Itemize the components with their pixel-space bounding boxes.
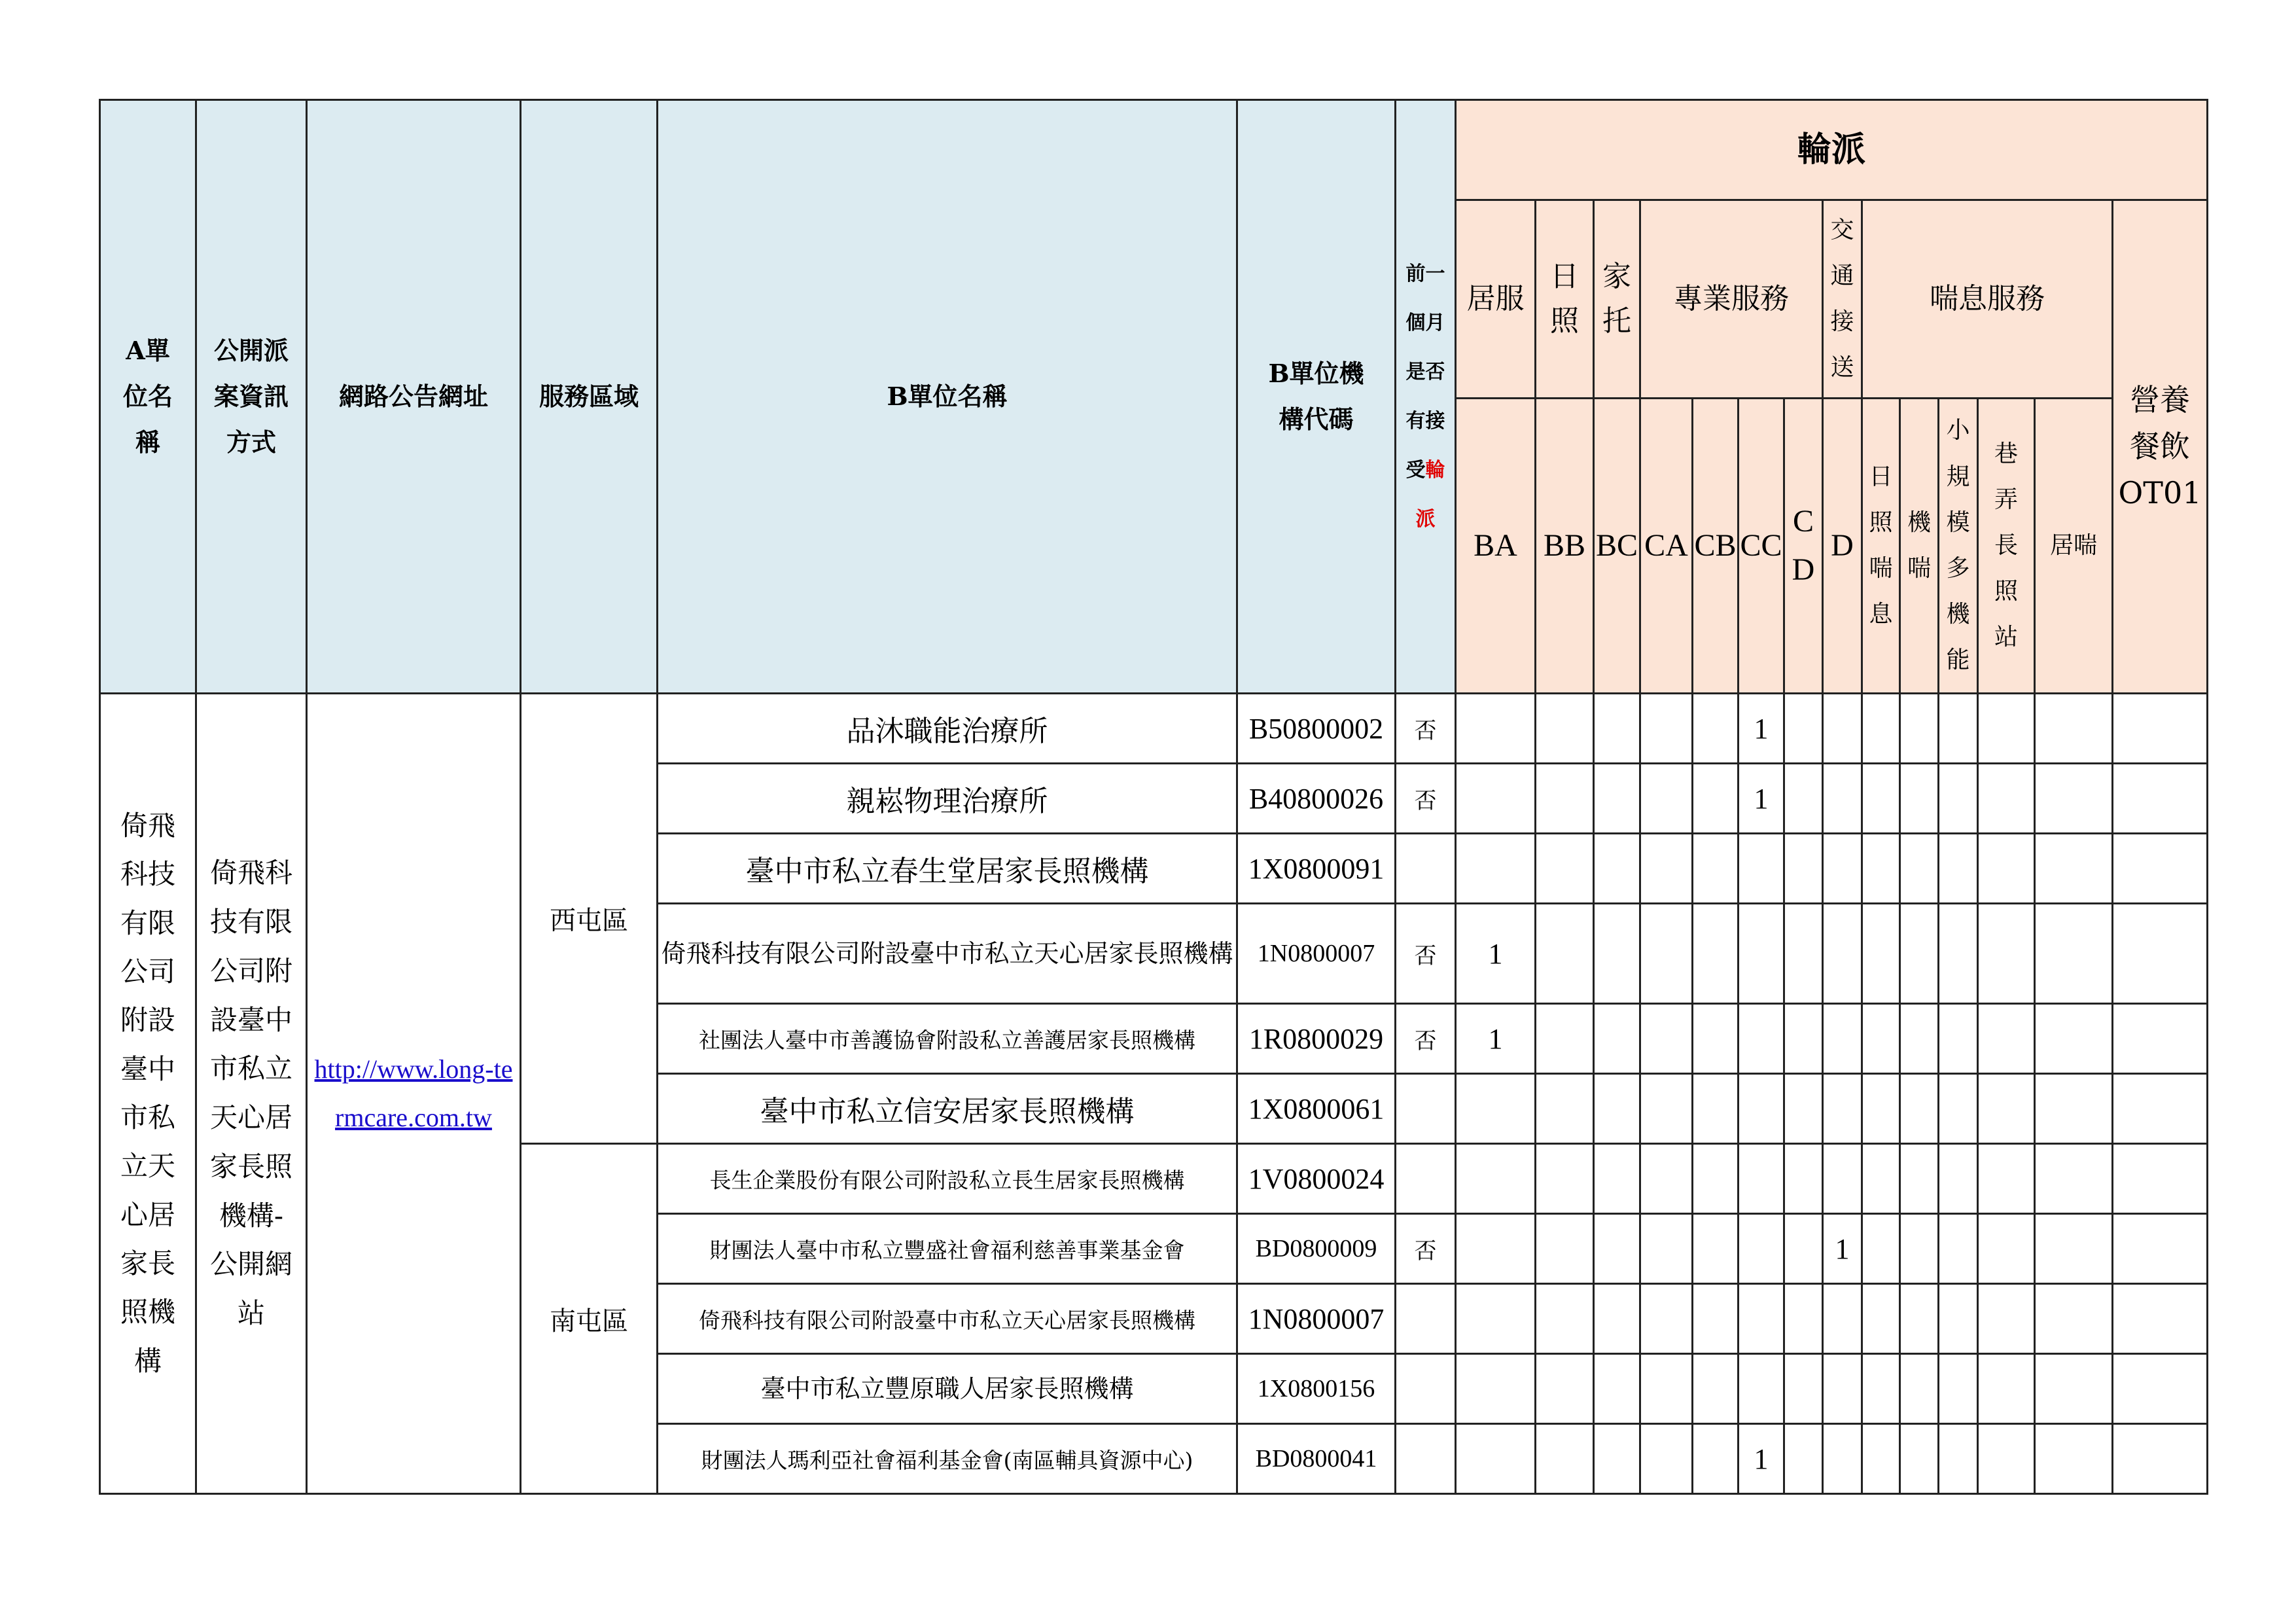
val-bb (1536, 904, 1594, 1004)
val-respite-institution (1900, 764, 1939, 834)
val-cd (1784, 764, 1823, 834)
val-ca (1640, 1004, 1693, 1074)
val-d (1823, 764, 1862, 834)
respite-institution-header: 機喘 (1900, 399, 1939, 694)
val-bb (1536, 1144, 1594, 1214)
b-unit-name: 臺中市私立春生堂居家長照機構 (658, 834, 1237, 904)
val-respite-small-multi (1939, 1424, 1978, 1494)
val-respite-institution (1900, 1074, 1939, 1144)
val-respite-daycare (1862, 1004, 1900, 1074)
day-care-header: 日照 (1536, 200, 1594, 399)
val-respite-alley (1978, 694, 2035, 764)
val-respite-home (2035, 694, 2113, 764)
family-care-header: 家托 (1594, 200, 1640, 399)
val-respite-home (2035, 834, 2113, 904)
val-respite-alley (1978, 834, 2035, 904)
val-respite-institution (1900, 904, 1939, 1004)
val-bb (1536, 834, 1594, 904)
val-bb (1536, 1004, 1594, 1074)
prev-month-accept (1396, 834, 1456, 904)
b-unit-code: B50800002 (1237, 694, 1396, 764)
b-unit-name: 品沐職能治療所 (658, 694, 1237, 764)
val-cc (1739, 834, 1784, 904)
b-unit-code: 1N0800007 (1237, 904, 1396, 1004)
val-d (1823, 1004, 1862, 1074)
val-respite-institution (1900, 1284, 1939, 1354)
prev-month-accept (1396, 1284, 1456, 1354)
val-cc (1739, 1214, 1784, 1284)
prev-month-accept: 否 (1396, 1004, 1456, 1074)
val-bb (1536, 1214, 1594, 1284)
val-respite-alley (1978, 1214, 2035, 1284)
code-ba-header: BA (1456, 399, 1536, 694)
b-unit-name-header: B單位名稱 (658, 100, 1237, 694)
val-ca (1640, 1214, 1693, 1284)
val-respite-home (2035, 1074, 2113, 1144)
val-respite-home (2035, 1424, 2113, 1494)
b-unit-code: 1R0800029 (1237, 1004, 1396, 1074)
val-ba (1456, 1214, 1536, 1284)
val-respite-small-multi (1939, 1144, 1978, 1214)
val-d (1823, 1074, 1862, 1144)
rotation-roster-table (99, 99, 2208, 1495)
val-d (1823, 1424, 1862, 1494)
val-respite-daycare (1862, 834, 1900, 904)
val-nutrition (2113, 1424, 2208, 1494)
val-d (1823, 694, 1862, 764)
val-ba (1456, 834, 1536, 904)
b-unit-code: 1V0800024 (1237, 1144, 1396, 1214)
home-service-header: 居服 (1456, 200, 1536, 399)
val-ba (1456, 1144, 1536, 1214)
val-nutrition (2113, 1074, 2208, 1144)
val-nutrition (2113, 1214, 2208, 1284)
val-cb (1693, 764, 1739, 834)
val-ba (1456, 1424, 1536, 1494)
prev-month-header: 前一個月是否有接受輪派 (1396, 100, 1456, 694)
val-cb (1693, 1354, 1739, 1424)
val-ba (1456, 694, 1536, 764)
val-respite-small-multi (1939, 1214, 1978, 1284)
prev-month-accept: 否 (1396, 904, 1456, 1004)
code-cd-header: CD (1784, 399, 1823, 694)
val-respite-institution (1900, 694, 1939, 764)
val-bb (1536, 694, 1594, 764)
val-ca (1640, 1424, 1693, 1494)
val-nutrition (2113, 694, 2208, 764)
val-bc (1594, 1144, 1640, 1214)
val-respite-small-multi (1939, 764, 1978, 834)
val-respite-alley (1978, 904, 2035, 1004)
val-respite-small-multi (1939, 694, 1978, 764)
val-nutrition (2113, 1144, 2208, 1214)
val-d (1823, 1354, 1862, 1424)
val-cd (1784, 1284, 1823, 1354)
val-cb (1693, 1214, 1739, 1284)
val-nutrition (2113, 764, 2208, 834)
val-respite-alley (1978, 764, 2035, 834)
b-unit-code: B40800026 (1237, 764, 1396, 834)
publish-method-header: 公開派案資訊方式 (196, 100, 307, 694)
code-cb-header: CB (1693, 399, 1739, 694)
code-bb-header: BB (1536, 399, 1594, 694)
val-bc (1594, 1354, 1640, 1424)
val-cb (1693, 1074, 1739, 1144)
val-cd (1784, 904, 1823, 1004)
val-respite-institution (1900, 1424, 1939, 1494)
val-bc (1594, 1074, 1640, 1144)
b-unit-code: BD0800009 (1237, 1214, 1396, 1284)
val-respite-daycare (1862, 1354, 1900, 1424)
a-unit-name: 倚飛科技有限公司附設臺中市私立天心居家長照機構 (100, 694, 196, 1494)
b-unit-name: 財團法人臺中市私立豐盛社會福利慈善事業基金會 (658, 1214, 1237, 1284)
val-ca (1640, 904, 1693, 1004)
service-area-xitun: 西屯區 (521, 694, 658, 1144)
b-unit-code: 1X0800156 (1237, 1354, 1396, 1424)
b-unit-name: 社團法人臺中市善護協會附設私立善護居家長照機構 (658, 1004, 1237, 1074)
header-row-1 (100, 100, 2208, 200)
val-ca (1640, 1074, 1693, 1144)
prev-month-accept: 否 (1396, 1214, 1456, 1284)
val-bb (1536, 1074, 1594, 1144)
val-ba (1456, 1074, 1536, 1144)
val-cd (1784, 1074, 1823, 1144)
val-respite-alley (1978, 1144, 2035, 1214)
val-cb (1693, 694, 1739, 764)
val-bc (1594, 764, 1640, 834)
val-nutrition (2113, 834, 2208, 904)
val-respite-daycare (1862, 1284, 1900, 1354)
val-cb (1693, 834, 1739, 904)
val-respite-institution (1900, 1214, 1939, 1284)
val-respite-small-multi (1939, 1074, 1978, 1144)
val-d (1823, 834, 1862, 904)
val-bb (1536, 1284, 1594, 1354)
val-respite-daycare (1862, 764, 1900, 834)
b-unit-code-header: B單位機構代碼 (1237, 100, 1396, 694)
b-unit-code: BD0800041 (1237, 1424, 1396, 1494)
val-ca (1640, 834, 1693, 904)
b-unit-name: 倚飛科技有限公司附設臺中市私立天心居家長照機構 (658, 904, 1237, 1004)
val-respite-alley (1978, 1354, 2035, 1424)
val-d: 1 (1823, 1214, 1862, 1284)
respite-home-header: 居喘 (2035, 399, 2113, 694)
code-bc-header: BC (1594, 399, 1640, 694)
prev-month-accept (1396, 1144, 1456, 1214)
val-respite-daycare (1862, 1074, 1900, 1144)
prev-month-accept (1396, 1354, 1456, 1424)
val-bc (1594, 1004, 1640, 1074)
val-cb (1693, 1284, 1739, 1354)
val-ba: 1 (1456, 1004, 1536, 1074)
val-respite-small-multi (1939, 1354, 1978, 1424)
val-respite-daycare (1862, 694, 1900, 764)
val-bc (1594, 1214, 1640, 1284)
code-cc-header: CC (1739, 399, 1784, 694)
val-ba (1456, 764, 1536, 834)
val-cd (1784, 1004, 1823, 1074)
val-cc (1739, 1004, 1784, 1074)
val-cb (1693, 904, 1739, 1004)
val-cc: 1 (1739, 694, 1784, 764)
respite-small-multi-header: 小規模多機能 (1939, 399, 1978, 694)
val-d (1823, 1284, 1862, 1354)
publish-url-link[interactable]: http://www.long-termcare.com.tw (314, 1054, 513, 1132)
professional-service-header: 專業服務 (1640, 200, 1823, 399)
val-bc (1594, 694, 1640, 764)
val-ca (1640, 694, 1693, 764)
val-cb (1693, 1424, 1739, 1494)
a-unit-header: A單位名稱 (100, 100, 196, 694)
val-cc (1739, 1074, 1784, 1144)
b-unit-code: 1X0800091 (1237, 834, 1396, 904)
val-ba: 1 (1456, 904, 1536, 1004)
val-nutrition (2113, 904, 2208, 1004)
b-unit-name: 親崧物理治療所 (658, 764, 1237, 834)
val-nutrition (2113, 1354, 2208, 1424)
table-row (100, 694, 2208, 764)
val-cc: 1 (1739, 1424, 1784, 1494)
val-bb (1536, 1354, 1594, 1424)
b-unit-code: 1N0800007 (1237, 1284, 1396, 1354)
b-unit-name: 臺中市私立信安居家長照機構 (658, 1074, 1237, 1144)
val-respite-daycare (1862, 904, 1900, 1004)
val-bc (1594, 1284, 1640, 1354)
code-d-header: D (1823, 399, 1862, 694)
val-bb (1536, 1424, 1594, 1494)
val-bc (1594, 834, 1640, 904)
prev-month-accept (1396, 1424, 1456, 1494)
val-bc (1594, 1424, 1640, 1494)
val-cd (1784, 1144, 1823, 1214)
val-respite-home (2035, 764, 2113, 834)
val-respite-daycare (1862, 1424, 1900, 1494)
val-respite-institution (1900, 1354, 1939, 1424)
val-cd (1784, 694, 1823, 764)
val-ca (1640, 1354, 1693, 1424)
publish-url[interactable] (307, 694, 521, 1494)
b-unit-name: 倚飛科技有限公司附設臺中市私立天心居家長照機構 (658, 1284, 1237, 1354)
val-respite-alley (1978, 1284, 2035, 1354)
b-unit-name: 長生企業股份有限公司附設私立長生居家長照機構 (658, 1144, 1237, 1214)
val-respite-institution (1900, 1144, 1939, 1214)
val-cc (1739, 1284, 1784, 1354)
val-respite-alley (1978, 1424, 2035, 1494)
publish-method: 倚飛科技有限公司附設臺中市私立天心居家長照機構-公開網站 (196, 694, 307, 1494)
url-header: 網路公告網址 (307, 100, 521, 694)
val-nutrition (2113, 1284, 2208, 1354)
val-cc (1739, 1144, 1784, 1214)
val-respite-home (2035, 1144, 2113, 1214)
nutrition-header: 營養餐飲OT01 (2113, 200, 2208, 694)
val-ca (1640, 764, 1693, 834)
val-respite-small-multi (1939, 1004, 1978, 1074)
val-respite-daycare (1862, 1144, 1900, 1214)
val-cc (1739, 1354, 1784, 1424)
val-cb (1693, 1144, 1739, 1214)
val-cb (1693, 1004, 1739, 1074)
val-respite-home (2035, 1214, 2113, 1284)
val-respite-home (2035, 1284, 2113, 1354)
code-ca-header: CA (1640, 399, 1693, 694)
val-respite-institution (1900, 834, 1939, 904)
b-unit-code: 1X0800061 (1237, 1074, 1396, 1144)
val-d (1823, 904, 1862, 1004)
val-respite-home (2035, 1354, 2113, 1424)
val-respite-home (2035, 1004, 2113, 1074)
service-area-header: 服務區域 (521, 100, 658, 694)
respite-alley-station-header: 巷弄長照站 (1978, 399, 2035, 694)
prev-month-accept: 否 (1396, 694, 1456, 764)
val-cc: 1 (1739, 764, 1784, 834)
prev-month-accept: 否 (1396, 764, 1456, 834)
val-ba (1456, 1284, 1536, 1354)
transport-header: 交通接送 (1823, 200, 1862, 399)
val-bc (1594, 904, 1640, 1004)
respite-daycare-header: 日照喘息 (1862, 399, 1900, 694)
val-respite-small-multi (1939, 1284, 1978, 1354)
val-respite-small-multi (1939, 834, 1978, 904)
val-cd (1784, 1354, 1823, 1424)
val-respite-alley (1978, 1074, 2035, 1144)
val-nutrition (2113, 1004, 2208, 1074)
val-ba (1456, 1354, 1536, 1424)
service-area-nantun: 南屯區 (521, 1144, 658, 1494)
respite-service-header: 喘息服務 (1862, 200, 2113, 399)
b-unit-name: 財團法人瑪利亞社會福利基金會(南區輔具資源中心) (658, 1424, 1237, 1494)
prev-month-accept (1396, 1074, 1456, 1144)
val-cd (1784, 834, 1823, 904)
val-ca (1640, 1144, 1693, 1214)
val-d (1823, 1144, 1862, 1214)
rotation-header: 輪派 (1456, 100, 2208, 200)
val-respite-institution (1900, 1004, 1939, 1074)
b-unit-name: 臺中市私立豐原職人居家長照機構 (658, 1354, 1237, 1424)
val-respite-daycare (1862, 1214, 1900, 1284)
val-respite-home (2035, 904, 2113, 1004)
val-respite-alley (1978, 1004, 2035, 1074)
val-cd (1784, 1424, 1823, 1494)
val-respite-small-multi (1939, 904, 1978, 1004)
val-ca (1640, 1284, 1693, 1354)
val-cd (1784, 1214, 1823, 1284)
val-bb (1536, 764, 1594, 834)
val-cc (1739, 904, 1784, 1004)
